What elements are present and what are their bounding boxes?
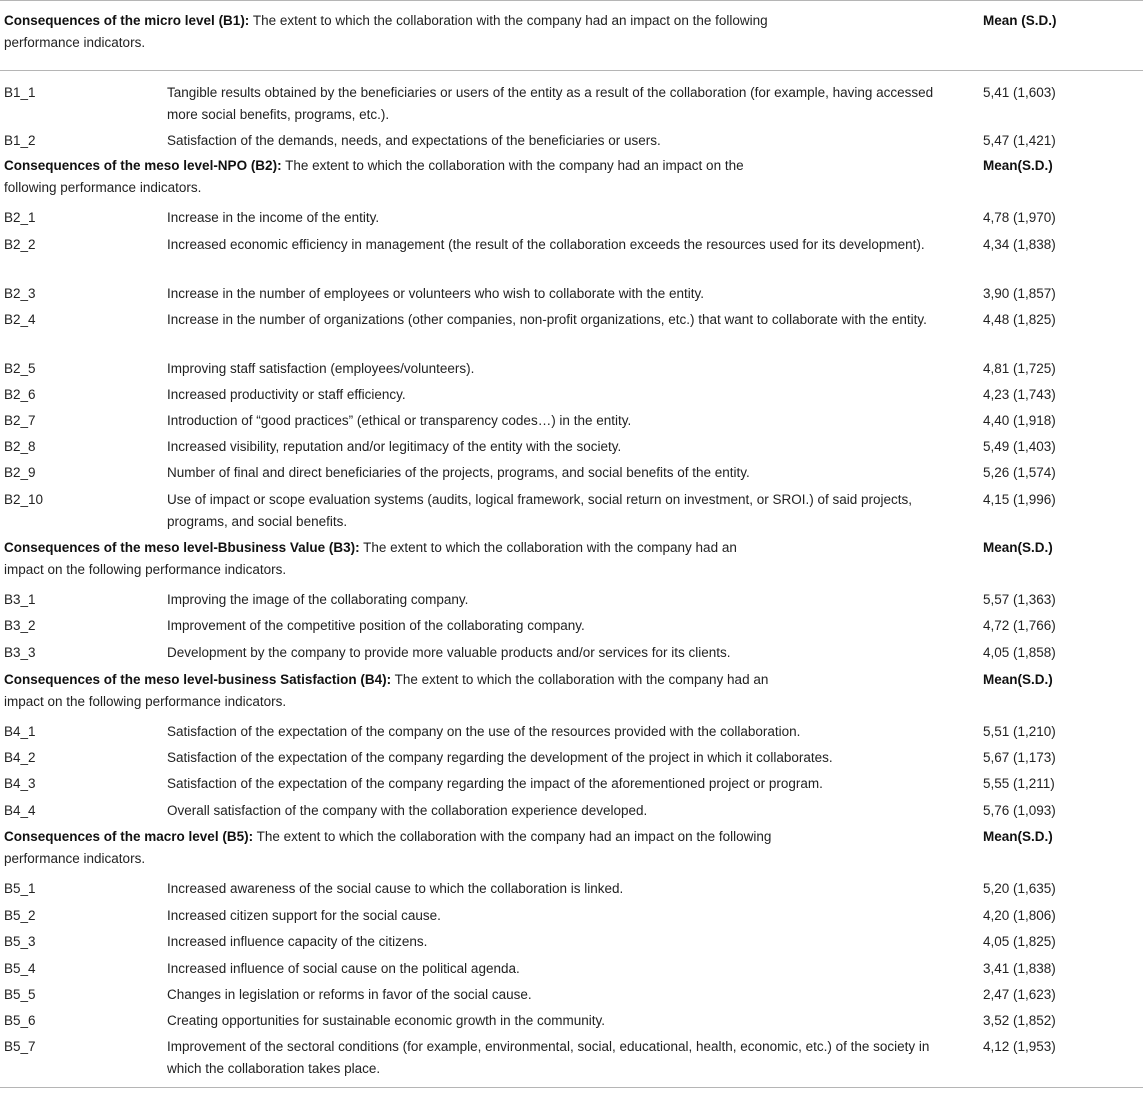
indicator-code: B4_1 — [4, 724, 36, 739]
indicator-code: B3_3 — [4, 645, 36, 660]
mean-sd-value: 5,49 (1,403) — [983, 439, 1056, 454]
indicator-description: Increase in the income of the entity. — [167, 210, 380, 225]
indicator-code: B2_3 — [4, 286, 36, 301]
mean-sd-header: Mean(S.D.) — [983, 672, 1053, 687]
indicator-description: Introduction of “good practices” (ethical or transparency codes…) in the entity. — [167, 413, 632, 428]
indicator-code: B5_2 — [4, 908, 36, 923]
mean-sd-value: 5,20 (1,635) — [983, 881, 1056, 896]
mean-sd-value: 5,26 (1,574) — [983, 465, 1056, 480]
indicator-description: Increase in the number of employees or volunteers who wish to collaborate with the entity. — [167, 286, 705, 301]
mean-sd-value: 4,12 (1,953) — [983, 1039, 1056, 1054]
indicator-code: B4_3 — [4, 776, 36, 791]
mean-sd-value: 4,48 (1,825) — [983, 312, 1056, 327]
table-top-rule — [0, 0, 1143, 1]
indicator-description: Increased awareness of the social cause to which the collaboration is linked. — [167, 881, 624, 896]
section-description: The extent to which the collaboration with the company had an impact on the following performance indicators. — [4, 158, 744, 195]
indicator-code: B2_2 — [4, 237, 36, 252]
indicator-code: B5_1 — [4, 881, 36, 896]
indicator-code: B5_3 — [4, 934, 36, 949]
indicator-description: Satisfaction of the expectation of the company on the use of the resources provided with the collaboration. — [167, 724, 801, 739]
indicator-code: B3_2 — [4, 618, 36, 633]
mean-sd-value: 4,20 (1,806) — [983, 908, 1056, 923]
indicator-description: Tangible results obtained by the beneficiaries or users of the entity as a result of the collaboration (for example, having accessed more social benefits, programs, etc.). — [167, 85, 934, 122]
mean-sd-value: 4,78 (1,970) — [983, 210, 1056, 225]
section-heading — [4, 155, 774, 199]
mean-sd-value: 4,81 (1,725) — [983, 361, 1056, 376]
indicator-code: B5_5 — [4, 987, 36, 1002]
mean-sd-value: 4,15 (1,996) — [983, 492, 1056, 507]
section-title: Consequences of the meso level-Bbusiness Value (B3): — [4, 540, 360, 555]
mean-sd-header: Mean(S.D.) — [983, 158, 1053, 173]
section-title: Consequences of the meso level-NPO (B2): — [4, 158, 282, 173]
indicator-description: Satisfaction of the expectation of the company regarding the impact of the aforementioned project or program. — [167, 776, 823, 791]
mean-sd-value: 4,05 (1,825) — [983, 934, 1056, 949]
indicator-description: Use of impact or scope evaluation systems (audits, logical framework, social return on investment, or SROI.) of said projects, programs, and social benefits. — [167, 492, 913, 529]
table-bottom-rule — [0, 1087, 1143, 1088]
mean-sd-value: 5,57 (1,363) — [983, 592, 1056, 607]
indicator-code: B2_1 — [4, 210, 36, 225]
section-description: The extent to which the collaboration with the company had an impact on the following performance indicators. — [4, 829, 772, 866]
indicator-description: Improving the image of the collaborating company. — [167, 592, 469, 607]
mean-sd-value: 3,41 (1,838) — [983, 961, 1056, 976]
indicator-description: Satisfaction of the demands, needs, and expectations of the beneficiaries or users. — [167, 133, 661, 148]
indicator-code: B2_10 — [4, 492, 44, 507]
section-title: Consequences of the macro level (B5): — [4, 829, 254, 844]
indicator-description: Increased visibility, reputation and/or legitimacy of the entity with the society. — [167, 439, 622, 454]
section-heading — [4, 826, 774, 870]
indicator-code: B2_9 — [4, 465, 36, 480]
section-description: The extent to which the collaboration with the company had an impact on the following performance indicators. — [4, 672, 769, 709]
section-heading — [4, 537, 774, 581]
indicator-description: Increased productivity or staff efficiency. — [167, 387, 406, 402]
indicator-description: Improvement of the sectoral conditions (for example, environmental, social, educational, health, economic, etc.) of the society in which the collaboration takes place. — [167, 1039, 930, 1076]
mean-sd-value: 4,34 (1,838) — [983, 237, 1056, 252]
mean-sd-value: 5,76 (1,093) — [983, 803, 1056, 818]
indicator-description: Increase in the number of organizations (other companies, non-profit organizations, etc.) that want to collaborate with the entity. — [167, 312, 927, 327]
mean-sd-value: 4,23 (1,743) — [983, 387, 1056, 402]
indicator-description: Improvement of the competitive position of the collaborating company. — [167, 618, 585, 633]
section-description: The extent to which the collaboration with the company had an impact on the following performance indicators. — [4, 540, 737, 577]
indicator-code: B1_2 — [4, 133, 36, 148]
indicator-description: Increased influence capacity of the citizens. — [167, 934, 428, 949]
mean-sd-value: 5,41 (1,603) — [983, 85, 1056, 100]
indicator-code: B2_4 — [4, 312, 36, 327]
section-title: Consequences of the meso level-business Satisfaction (B4): — [4, 672, 392, 687]
indicator-description: Number of final and direct beneficiaries of the projects, programs, and social benefits of the entity. — [167, 465, 750, 480]
table-header-rule — [0, 70, 1143, 71]
mean-sd-value: 5,51 (1,210) — [983, 724, 1056, 739]
indicator-code: B5_7 — [4, 1039, 36, 1054]
mean-sd-value: 3,90 (1,857) — [983, 286, 1056, 301]
indicator-code: B5_4 — [4, 961, 36, 976]
indicator-code: B3_1 — [4, 592, 36, 607]
indicator-code: B2_5 — [4, 361, 36, 376]
indicator-description: Improving staff satisfaction (employees/volunteers). — [167, 361, 475, 376]
mean-sd-value: 4,72 (1,766) — [983, 618, 1056, 633]
indicator-description: Development by the company to provide more valuable products and/or services for its clients. — [167, 645, 731, 660]
indicator-code: B1_1 — [4, 85, 36, 100]
indicator-description: Satisfaction of the expectation of the company regarding the development of the project in which it collaborates. — [167, 750, 833, 765]
indicator-description: Changes in legislation or reforms in favor of the social cause. — [167, 987, 532, 1002]
mean-sd-value: 5,55 (1,211) — [983, 776, 1055, 791]
section-title: Consequences of the micro level (B1): — [4, 13, 250, 28]
section-description: The extent to which the collaboration with the company had an impact on the following performance indicators. — [4, 13, 768, 50]
indicator-code: B4_4 — [4, 803, 36, 818]
mean-sd-header: Mean(S.D.) — [983, 540, 1053, 555]
mean-sd-header: Mean(S.D.) — [983, 829, 1053, 844]
mean-sd-value: 5,67 (1,173) — [983, 750, 1056, 765]
indicator-code: B4_2 — [4, 750, 36, 765]
mean-sd-value: 4,05 (1,858) — [983, 645, 1056, 660]
mean-sd-value: 2,47 (1,623) — [983, 987, 1056, 1002]
mean-sd-value: 5,47 (1,421) — [983, 133, 1056, 148]
mean-sd-value: 4,40 (1,918) — [983, 413, 1056, 428]
indicator-code: B2_7 — [4, 413, 36, 428]
indicator-code: B2_6 — [4, 387, 36, 402]
mean-sd-header: Mean (S.D.) — [983, 13, 1057, 28]
indicator-description: Overall satisfaction of the company with the collaboration experience developed. — [167, 803, 648, 818]
indicator-description: Increased citizen support for the social cause. — [167, 908, 441, 923]
mean-sd-value: 3,52 (1,852) — [983, 1013, 1056, 1028]
indicator-code: B2_8 — [4, 439, 36, 454]
indicator-description: Increased influence of social cause on the political agenda. — [167, 961, 520, 976]
section-heading — [4, 669, 774, 713]
section-heading — [4, 10, 774, 54]
indicator-code: B5_6 — [4, 1013, 36, 1028]
indicator-description: Increased economic efficiency in management (the result of the collaboration exceeds the resources used for its development). — [167, 237, 925, 252]
indicator-description: Creating opportunities for sustainable economic growth in the community. — [167, 1013, 605, 1028]
